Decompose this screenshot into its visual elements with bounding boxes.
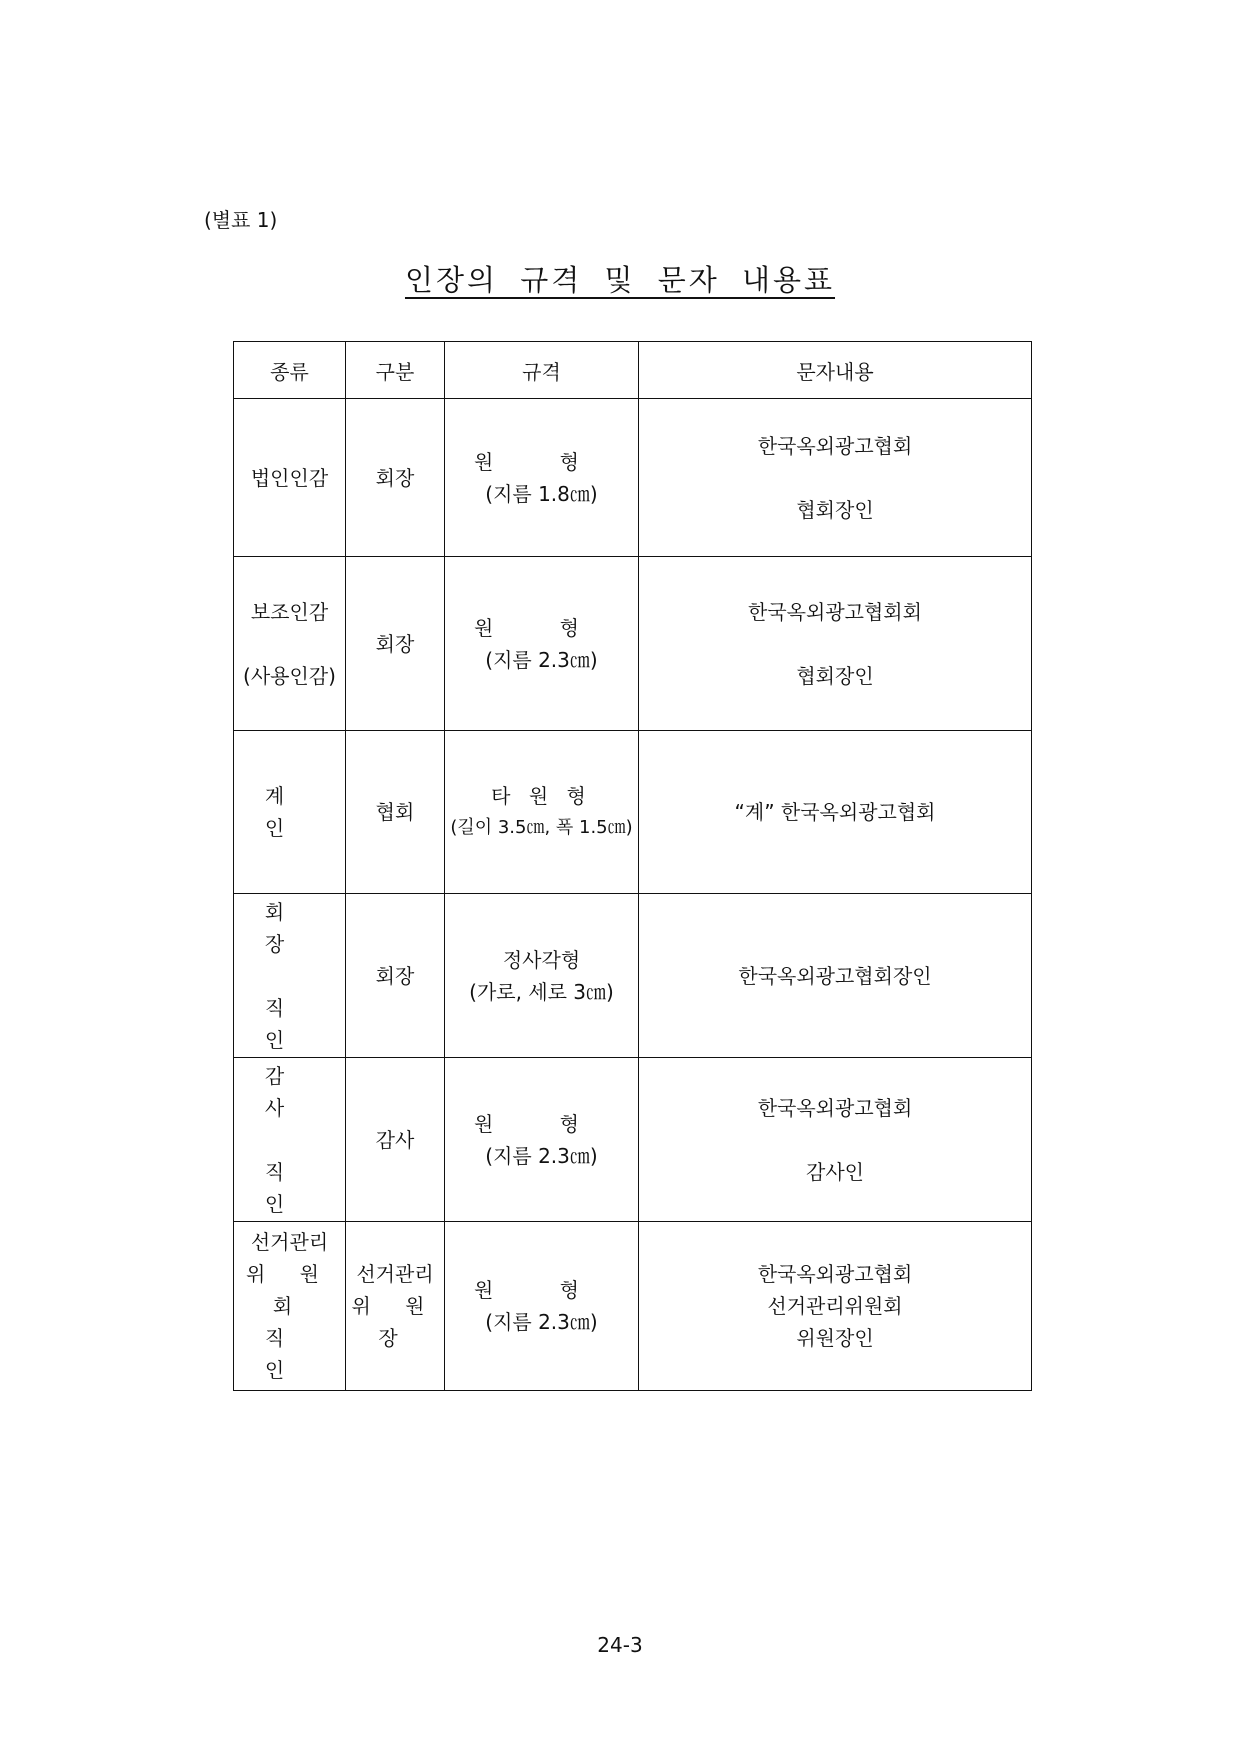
cell-content [639,1222,1032,1391]
cell-content [639,1058,1032,1222]
cell-line: 정사각형 [502,947,581,972]
cell-line: 감사 [375,1127,415,1152]
cell-line: 협회장인 [796,663,874,688]
document-title-text: 인장의 규격 및 문자 내용표 [404,263,836,297]
header-content: 문자내용 [639,342,1032,399]
page-number: 24-3 [597,1633,643,1657]
cell-category [346,557,445,731]
cell-category [346,1222,445,1391]
cell-line: 감사인 [806,1159,864,1184]
cell-line: 원 형 [474,1278,609,1302]
cell-line: 직 인 [264,1326,315,1382]
cell-spec [445,1222,639,1391]
cell-line: (지름 2.3㎝) [485,1143,598,1168]
cell-line: 타 원 형 [491,784,592,808]
cell-line: (지름 1.8㎝) [485,481,598,506]
cell-line: 직 인 [264,995,315,1052]
cell-line: 협회 [375,800,415,824]
cell-line: 협회장인 [796,497,874,522]
cell-content [639,399,1032,557]
cell-line: (길이 3.5㎝, 폭 1.5㎝) [450,817,633,838]
cell-type [234,399,346,557]
cell-spec [445,1058,639,1222]
table-row [234,1222,1032,1391]
cell-line: 회장 [375,465,415,490]
cell-type [234,1222,346,1391]
table-row [234,894,1032,1058]
table-row [234,399,1032,557]
cell-line: 계 인 [264,784,315,840]
cell-line: 감 사 [264,1063,315,1120]
cell-line: 원 형 [474,1111,609,1136]
cell-spec [445,399,639,557]
cell-line: 위원장인 [796,1326,874,1350]
cell-line: 선거관리 [250,1230,329,1254]
cell-line: 보조인감 [250,599,329,624]
table-header-row [234,342,1032,399]
cell-content [639,894,1032,1058]
cell-line: 원 형 [474,615,609,640]
table-row [234,731,1032,894]
cell-line: (지름 2.3㎝) [485,1310,598,1334]
document-title [0,258,1240,299]
cell-line: 한국옥외광고협회 [757,1262,913,1286]
header-category: 구분 [346,342,445,399]
cell-content [639,731,1032,894]
cell-line: 원 형 [474,449,609,474]
cell-type [234,731,346,894]
cell-line: 선거관리 [356,1262,434,1286]
table-row [234,1058,1032,1222]
cell-spec [445,894,639,1058]
cell-type [234,894,346,1058]
cell-line: 한국옥외광고협회회 [748,599,922,624]
cell-content [639,557,1032,731]
annex-label: (별표 1) [204,208,278,232]
header-type: 종류 [234,342,346,399]
cell-line: 한국옥외광고협회장인 [738,963,932,988]
cell-line: 회 장 [264,899,315,956]
cell-spec [445,557,639,731]
seal-spec-table [233,341,1032,1391]
cell-spec [445,731,639,894]
cell-line: (가로, 세로 3㎝) [469,979,614,1004]
cell-category [346,399,445,557]
cell-line: “계” 한국옥외광고협회 [734,800,936,824]
cell-line: 회장 [375,963,415,988]
cell-line: (사용인감) [243,663,336,688]
cell-line: 한국옥외광고협회 [757,433,913,458]
cell-line: 법인인감 [250,465,329,490]
cell-line: 회장 [375,631,415,656]
cell-line: 위 원 장 [351,1294,439,1350]
cell-line: (지름 2.3㎝) [485,647,598,672]
cell-line: 한국옥외광고협회 [757,1095,913,1120]
cell-category [346,894,445,1058]
cell-line: 위 원 회 [246,1262,333,1318]
cell-line: 선거관리위원회 [767,1294,903,1318]
table-row [234,557,1032,731]
cell-type [234,557,346,731]
header-spec: 규격 [445,342,639,399]
cell-line: 직 인 [264,1159,315,1216]
cell-category [346,731,445,894]
cell-type [234,1058,346,1222]
cell-category [346,1058,445,1222]
